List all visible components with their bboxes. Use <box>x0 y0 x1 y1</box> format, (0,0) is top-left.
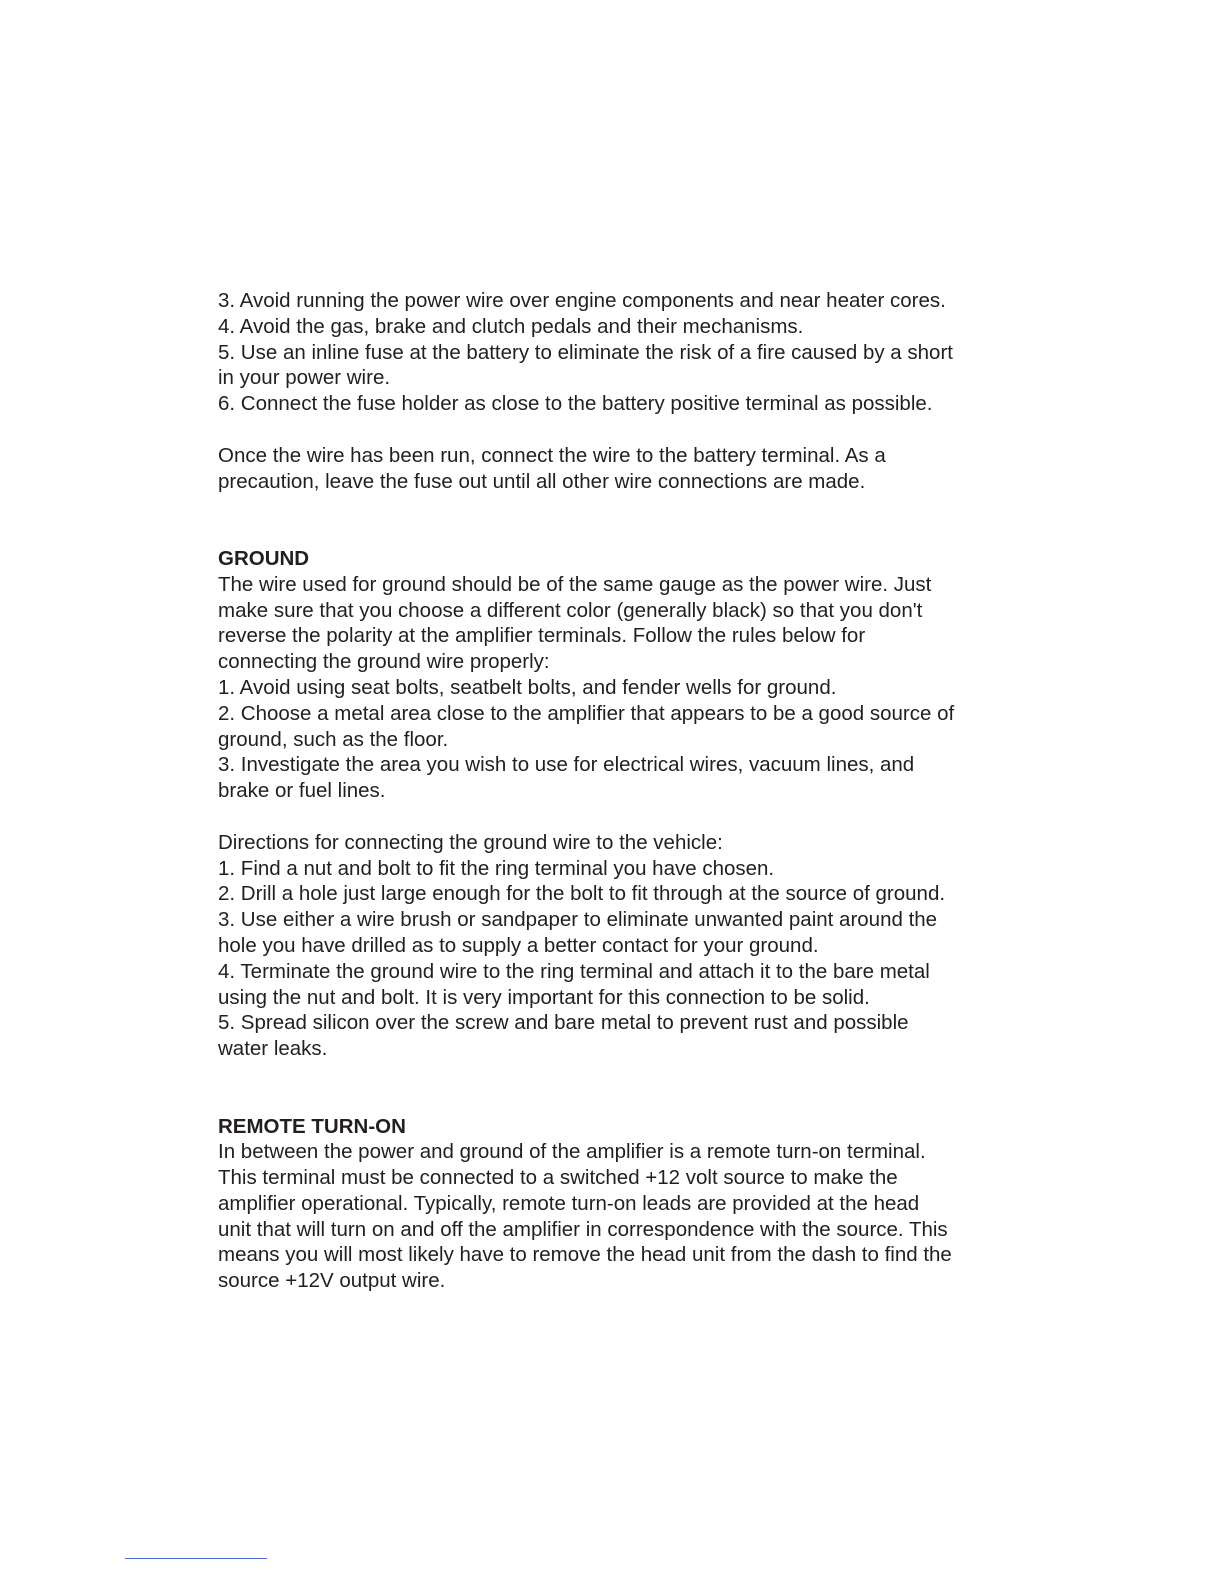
power-rule-line: 6. Connect the fuse holder as close to the battery positive terminal as possible. <box>218 392 933 416</box>
ground-rule-line: 3. Investigate the area you wish to use for electrical wires, vacuum lines, and <box>218 753 915 777</box>
power-rules-list <box>218 288 1018 417</box>
remote-section <box>218 1114 1018 1295</box>
ground-direction-line: water leaks. <box>218 1037 328 1061</box>
ground-rule-line: 1. Avoid using seat bolts, seatbelt bolts, and fender wells for ground. <box>218 675 837 699</box>
spacer <box>218 1062 1018 1114</box>
footer-divider <box>125 1558 267 1559</box>
ground-direction-line: 1. Find a nut and bolt to fit the ring terminal you have chosen. <box>218 856 775 880</box>
paragraph-line: precaution, leave the fuse out until all other wire connections are made. <box>218 469 866 493</box>
ground-directions-title: Directions for connecting the ground wire to the vehicle: <box>218 830 723 854</box>
ground-direction-line: 2. Drill a hole just large enough for the bolt to fit through at the source of ground. <box>218 882 946 906</box>
ground-direction-line: using the nut and bolt. It is very important for this connection to be solid. <box>218 985 870 1009</box>
power-rule-line: 5. Use an inline fuse at the battery to eliminate the risk of a fire caused by a short <box>218 340 953 364</box>
document-body <box>218 288 1018 1294</box>
paragraph-line: Once the wire has been run, connect the wire to the battery terminal. As a <box>218 443 886 467</box>
remote-body-line: means you will most likely have to remove the head unit from the dash to find the <box>218 1243 952 1267</box>
ground-direction-line: 3. Use either a wire brush or sandpaper to eliminate unwanted paint around the <box>218 908 938 932</box>
remote-body-line: source +12V output wire. <box>218 1269 446 1293</box>
power-rule-line: in your power wire. <box>218 366 391 390</box>
ground-intro-line: reverse the polarity at the amplifier terminals. Follow the rules below for <box>218 624 866 648</box>
ground-heading: GROUND <box>218 546 310 570</box>
ground-section <box>218 546 1018 1062</box>
ground-direction-line: hole you have drilled as to supply a better contact for your ground. <box>218 933 819 957</box>
spacer <box>218 804 1018 830</box>
ground-direction-line: 5. Spread silicon over the screw and bare metal to prevent rust and possible <box>218 1011 909 1035</box>
power-rule-line: 3. Avoid running the power wire over engine components and near heater cores. <box>218 289 946 312</box>
ground-rule-line: ground, such as the floor. <box>218 727 449 751</box>
spacer <box>218 417 1018 443</box>
ground-intro-line: connecting the ground wire properly: <box>218 650 550 674</box>
remote-heading: REMOTE TURN-ON <box>218 1114 406 1138</box>
ground-intro-line: make sure that you choose a different color (generally black) so that you don't <box>218 598 923 622</box>
remote-body-line: amplifier operational. Typically, remote turn-on leads are provided at the head <box>218 1191 920 1215</box>
remote-body-line: unit that will turn on and off the amplifier in correspondence with the source. This <box>218 1217 948 1241</box>
ground-rule-line: brake or fuel lines. <box>218 779 386 803</box>
power-rule-line: 4. Avoid the gas, brake and clutch pedals and their mechanisms. <box>218 314 804 338</box>
ground-rule-line: 2. Choose a metal area close to the amplifier that appears to be a good source of <box>218 701 955 725</box>
power-closing-paragraph <box>218 443 1018 495</box>
remote-body-line: This terminal must be connected to a switched +12 volt source to make the <box>218 1166 898 1190</box>
ground-intro-line: The wire used for ground should be of the same gauge as the power wire. Just <box>218 572 932 596</box>
ground-direction-line: 4. Terminate the ground wire to the ring terminal and attach it to the bare metal <box>218 959 930 983</box>
spacer <box>218 494 1018 546</box>
remote-body-line: In between the power and ground of the amplifier is a remote turn-on terminal. <box>218 1140 926 1164</box>
